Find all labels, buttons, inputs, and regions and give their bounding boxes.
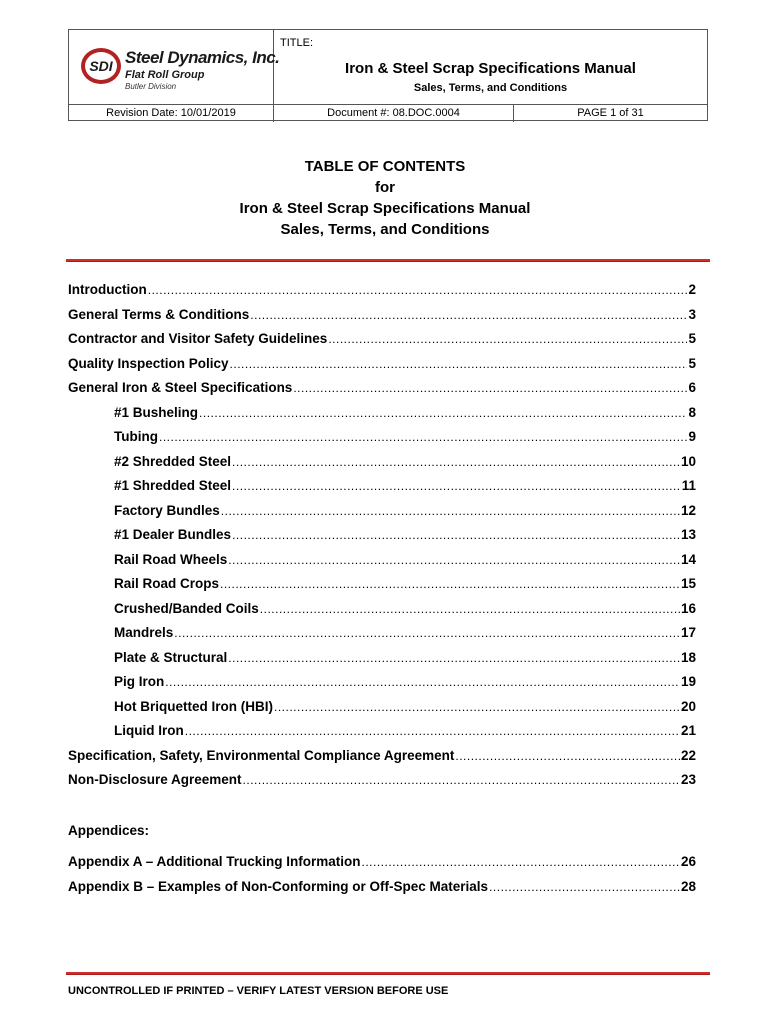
toc-entry-title: Liquid Iron — [114, 723, 184, 738]
toc-entry-page: 28 — [680, 878, 696, 894]
toc-dot-leader — [455, 749, 680, 763]
toc-dot-leader — [159, 430, 688, 444]
toc-entry[interactable] — [114, 429, 696, 449]
toc-entry-title: Crushed/Banded Coils — [114, 600, 259, 616]
toc-entry[interactable] — [68, 307, 696, 327]
toc-entry-title: #1 Dealer Bundles — [114, 527, 232, 542]
toc-entry[interactable] — [68, 331, 696, 351]
toc-dot-leader — [232, 528, 680, 542]
toc-entry[interactable] — [68, 748, 696, 768]
toc-entry[interactable] — [114, 650, 696, 670]
toc-entry[interactable] — [114, 723, 696, 743]
document-title: Iron & Steel Scrap Specifications Manual — [345, 60, 636, 77]
toc-entry-title: Appendix A – Additional Trucking Information — [68, 854, 361, 869]
toc-entry-title: Rail Road Wheels — [114, 551, 228, 567]
toc-entry-page: 22 — [680, 747, 696, 763]
toc-entry-title: Appendix B – Examples of Non-Conforming or Off-Spec Materials — [68, 878, 489, 894]
page-number: PAGE 1 of 31 — [577, 107, 644, 119]
appendices-label: Appendices: — [68, 823, 150, 838]
toc-heading — [0, 156, 770, 240]
toc-dot-leader — [274, 700, 680, 714]
company-group: Flat Roll Group — [125, 69, 205, 81]
toc-entry[interactable] — [68, 356, 696, 376]
title-cell — [274, 30, 707, 104]
toc-heading-line: Sales, Terms, and Conditions — [280, 221, 490, 238]
toc-entry-title: Rail Road Crops — [114, 576, 220, 591]
document-header-table — [68, 29, 708, 121]
toc-entry-title: Contractor and Visitor Safety Guidelines — [68, 331, 328, 346]
toc-dot-leader — [232, 455, 680, 469]
toc-entry-page: 23 — [680, 772, 696, 787]
toc-entry[interactable] — [114, 503, 696, 523]
toc-entry[interactable] — [114, 625, 696, 645]
toc-dot-leader — [489, 880, 680, 894]
toc-dot-leader — [232, 479, 681, 493]
document-subtitle: Sales, Terms, and Conditions — [413, 82, 568, 94]
toc-entry[interactable] — [68, 879, 696, 899]
toc-dot-leader — [174, 626, 680, 640]
toc-entry-title: Mandrels — [114, 625, 174, 640]
toc-entry-page: 10 — [680, 453, 696, 469]
toc-entry-page: 5 — [688, 331, 696, 346]
toc-heading-line: for — [375, 179, 395, 196]
toc-entry[interactable] — [114, 454, 696, 474]
toc-dot-leader — [260, 602, 680, 616]
toc-entry-page: 26 — [680, 854, 696, 869]
toc-entry-page: 20 — [680, 698, 696, 714]
toc-dot-leader — [250, 308, 687, 322]
toc-entry-page: 8 — [688, 404, 696, 420]
toc-dot-leader — [220, 577, 680, 591]
toc-entry-title: Pig Iron — [114, 674, 165, 689]
toc-dot-leader — [148, 283, 688, 297]
toc-entry-title: General Iron & Steel Specifications — [68, 380, 293, 395]
toc-entry[interactable] — [114, 527, 696, 547]
toc-entry[interactable] — [68, 772, 696, 792]
document-meta-row — [69, 104, 707, 122]
toc-entry-page: 3 — [688, 306, 696, 322]
toc-entry-title: Tubing — [114, 429, 158, 444]
toc-entry-title: Quality Inspection Policy — [68, 355, 229, 371]
toc-entry-page: 15 — [680, 576, 696, 591]
toc-entry-page: 14 — [680, 551, 696, 567]
toc-entry-title: Plate & Structural — [114, 649, 228, 665]
toc-dot-leader — [328, 332, 687, 346]
toc-dot-leader — [165, 675, 680, 689]
toc-entry-title: #1 Busheling — [114, 404, 199, 420]
toc-entry-page: 11 — [681, 478, 696, 493]
toc-entry[interactable] — [114, 699, 696, 719]
toc-entry-title: Specification, Safety, Environmental Compliance Agreement — [68, 747, 455, 763]
toc-entry-page: 13 — [680, 527, 696, 542]
toc-entry-title: General Terms & Conditions — [68, 306, 250, 322]
title-label: TITLE: — [280, 37, 314, 49]
toc-entry-title: #1 Shredded Steel — [114, 478, 232, 493]
toc-entry[interactable] — [114, 478, 696, 498]
toc-entry[interactable] — [114, 576, 696, 596]
toc-entry[interactable] — [114, 601, 696, 621]
toc-entry-page: 6 — [688, 380, 696, 395]
toc-dot-leader — [362, 855, 680, 869]
toc-dot-leader — [293, 381, 687, 395]
toc-entry-title: Non-Disclosure Agreement — [68, 772, 242, 787]
toc-entry[interactable] — [68, 380, 696, 400]
toc-entry-title: #2 Shredded Steel — [114, 453, 232, 469]
toc-entry[interactable] — [114, 674, 696, 694]
document-number: Document #: 08.DOC.0004 — [274, 105, 514, 122]
toc-entry-page: 9 — [688, 429, 696, 444]
toc-entry-page: 16 — [680, 600, 696, 616]
toc-entry-page: 21 — [680, 723, 696, 738]
toc-entry-page: 2 — [688, 282, 696, 297]
toc-dot-leader — [228, 651, 680, 665]
company-name: Steel Dynamics, Inc. — [125, 48, 280, 67]
toc-dot-leader — [199, 406, 687, 420]
toc-entry[interactable] — [114, 552, 696, 572]
toc-entry-title: Introduction — [68, 282, 147, 297]
toc-entry[interactable] — [114, 405, 696, 425]
toc-entry-page: 17 — [680, 625, 696, 640]
toc-entry-page: 12 — [680, 502, 696, 518]
toc-dot-leader — [243, 773, 680, 787]
footer-notice: UNCONTROLLED IF PRINTED – VERIFY LATEST VERSION BEFORE USE — [68, 985, 449, 997]
toc-entry-page: 5 — [688, 355, 696, 371]
toc-dot-leader — [228, 553, 680, 567]
toc-dot-leader — [221, 504, 680, 518]
sdi-seal-logo — [79, 44, 123, 88]
toc-entry-title: Factory Bundles — [114, 502, 220, 518]
footer-divider — [66, 972, 710, 975]
toc-entry[interactable] — [68, 854, 696, 874]
toc-entry[interactable] — [68, 282, 696, 302]
toc-heading-line: TABLE OF CONTENTS — [304, 158, 466, 175]
toc-dot-leader — [230, 357, 688, 371]
company-division: Butler Division — [125, 82, 177, 91]
toc-dot-leader — [185, 724, 680, 738]
header-divider — [66, 259, 710, 262]
toc-heading-line: Iron & Steel Scrap Specifications Manual — [239, 200, 531, 217]
toc-entry-page: 18 — [680, 649, 696, 665]
toc-entry-title: Hot Briquetted Iron (HBI) — [114, 698, 273, 714]
company-logo — [69, 30, 280, 104]
toc-entry-page: 19 — [680, 674, 696, 689]
revision-date: Revision Date: 10/01/2019 — [69, 105, 274, 122]
svg-text:SDI: SDI — [89, 58, 113, 74]
